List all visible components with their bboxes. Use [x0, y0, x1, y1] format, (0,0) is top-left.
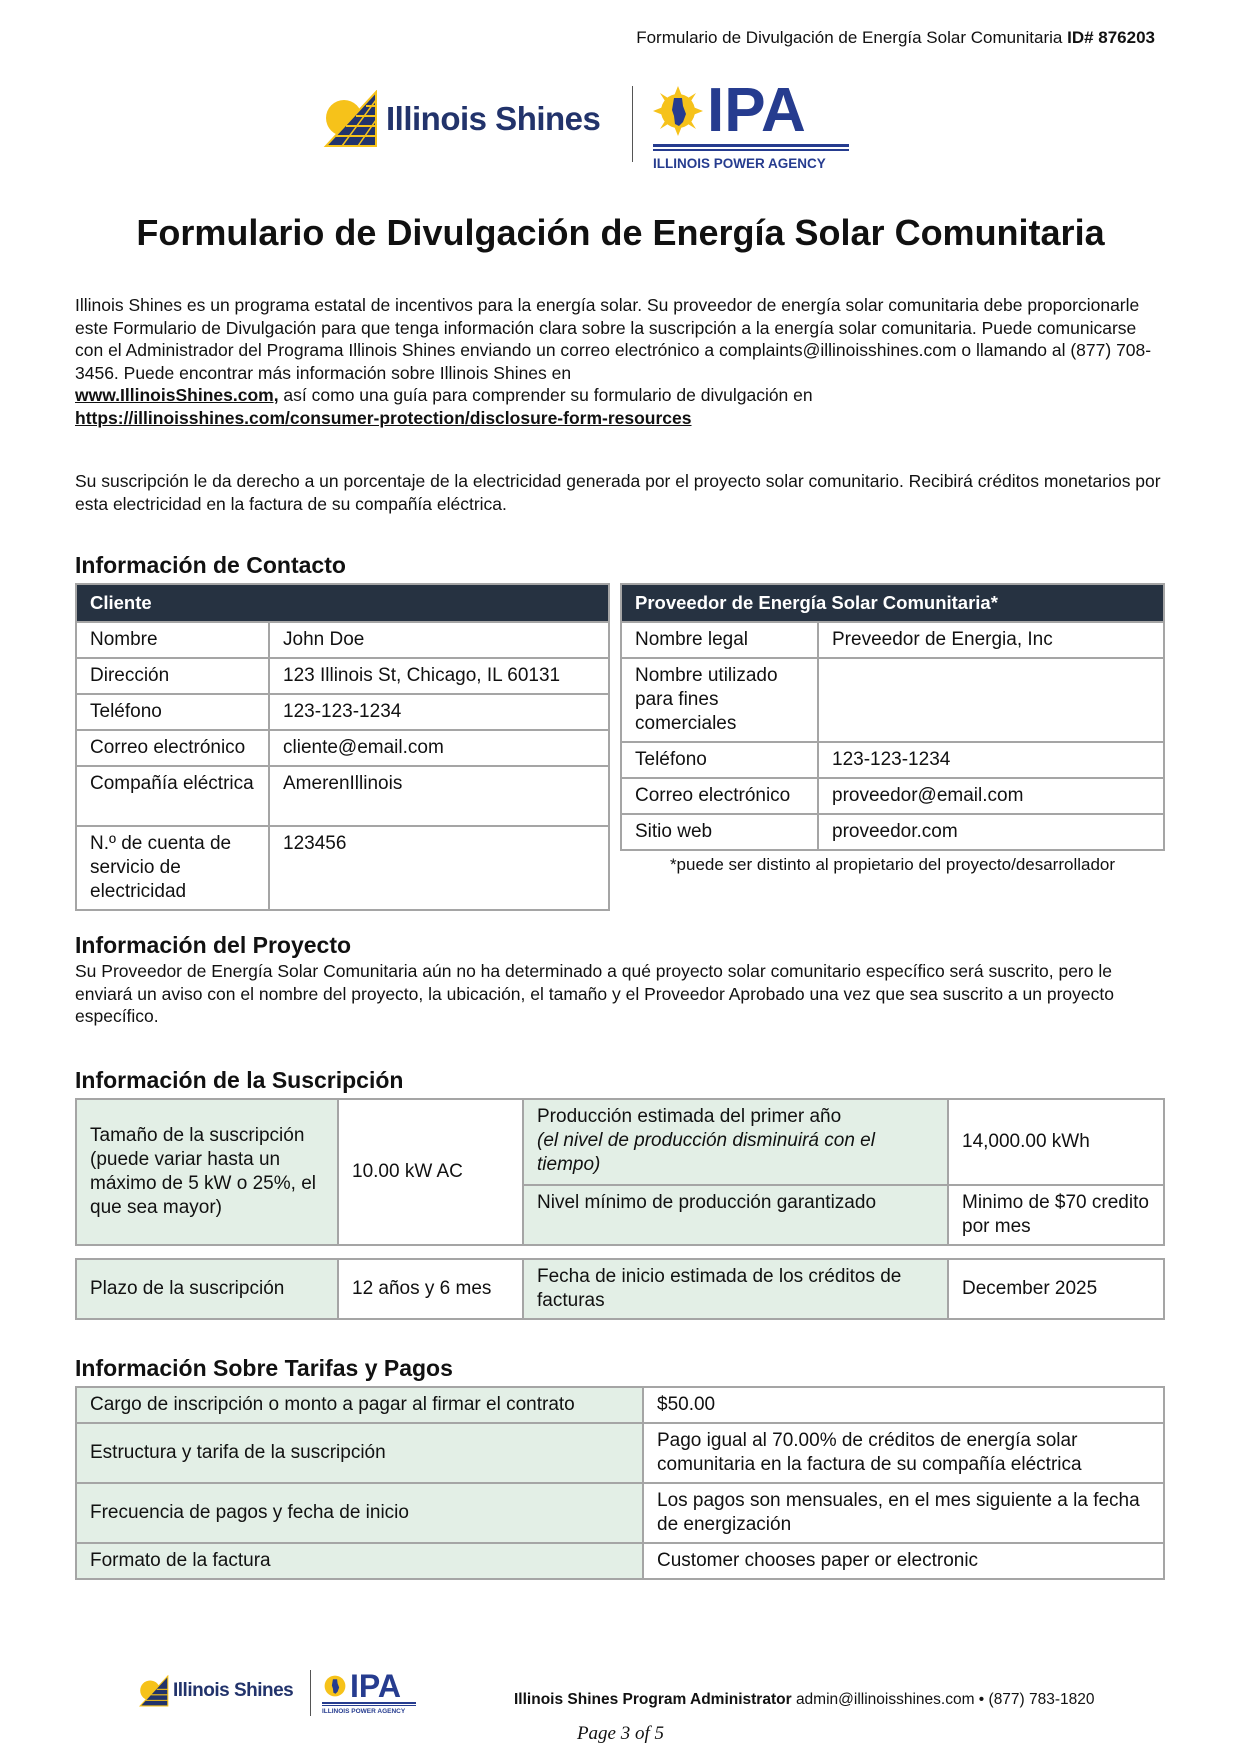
provider-value: 123-123-1234	[818, 742, 1164, 778]
page-number: Page 3 of 5	[576, 1723, 665, 1744]
footer-ipa-logo	[322, 1670, 416, 1715]
client-value: AmerenIllinois	[269, 766, 609, 826]
table-row	[76, 622, 609, 658]
table-row	[621, 814, 1164, 850]
client-label: Compañía eléctrica	[76, 766, 269, 826]
disclosure-resources-link[interactable]: https://illinoisshines.com/consumer-protection/disclosure-form-resources	[75, 407, 692, 428]
table-row	[76, 1543, 1164, 1579]
ipa-logo	[653, 76, 849, 171]
subscription-size-label: Tamaño de la suscripción (puede variar hasta un máximo de 5 kW o 25%, el que sea mayor)	[76, 1099, 338, 1245]
intro-mid-text: así como una guía para comprender su formulario de divulgación en	[278, 385, 813, 405]
client-table	[75, 583, 610, 911]
solar-panel-icon	[322, 90, 380, 148]
footer-ipa-wordmark: IPA	[350, 1668, 401, 1704]
footer-admin-label: Illinois Shines Program Administrator	[514, 1691, 792, 1708]
tariff-value: Los pagos son mensuales, en el mes siguiente a la fecha de energización	[643, 1483, 1164, 1543]
tariff-value: Pago igual al 70.00% de créditos de energía solar comunitaria en la factura de su compañía eléctrica	[643, 1423, 1164, 1483]
subscription-size-value: 10.00 kW AC	[338, 1099, 523, 1245]
table-row	[621, 622, 1164, 658]
table-row	[621, 658, 1164, 742]
shines-wordmark: Illinois Shines	[386, 100, 601, 137]
ipa-wordmark: IPA	[707, 76, 806, 145]
table-row	[76, 658, 609, 694]
ipa-rule	[653, 144, 849, 151]
min-production-value: Minimo de $70 credito por mes	[948, 1185, 1164, 1245]
production-value: 14,000.00 kWh	[948, 1099, 1164, 1185]
provider-label: Nombre legal	[621, 622, 818, 658]
tariff-label: Cargo de inscripción o monto a pagar al firmar el contrato	[76, 1387, 643, 1423]
provider-footnote: *puede ser distinto al propietario del proyecto/desarrollador	[669, 855, 1116, 874]
table-row	[76, 694, 609, 730]
tariff-value: Customer chooses paper or electronic	[643, 1543, 1164, 1579]
table-row	[76, 730, 609, 766]
client-value: John Doe	[269, 622, 609, 658]
table-row	[76, 826, 609, 910]
provider-table	[620, 583, 1165, 851]
footer-ipa-subtitle: ILLINOIS POWER AGENCY	[322, 1708, 406, 1715]
footer-admin-contact	[514, 1691, 1095, 1709]
table-row	[76, 1387, 1164, 1423]
production-label: Producción estimada del primer año	[537, 1106, 842, 1127]
client-label: Correo electrónico	[76, 730, 269, 766]
client-value: 123 Illinois St, Chicago, IL 60131	[269, 658, 609, 694]
footer-ipa-rule	[322, 1702, 416, 1706]
table-row	[76, 766, 609, 826]
provider-table-header: Proveedor de Energía Solar Comunitaria*	[621, 584, 1164, 622]
footer-illinois-shines-logo	[138, 1675, 293, 1707]
tariffs-table	[75, 1386, 1165, 1580]
client-label: Teléfono	[76, 694, 269, 730]
table-row	[621, 742, 1164, 778]
tariff-label: Estructura y tarifa de la suscripción	[76, 1423, 643, 1483]
client-value: 123456	[269, 826, 609, 910]
provider-label: Sitio web	[621, 814, 818, 850]
tariffs-heading: Información Sobre Tarifas y Pagos	[75, 1355, 453, 1381]
term-label: Plazo de la suscripción	[76, 1259, 338, 1319]
footer-admin-info: admin@illinoisshines.com • (877) 783-1820	[795, 1691, 1095, 1708]
subscription-note: Su suscripción le da derecho a un porcentaje de la electricidad generada por el proyecto solar comunitario. Recibirá créditos monetarios por esta electricidad en la factura de su compañía eléctrica.	[75, 471, 1161, 514]
footer-logo-divider	[310, 1670, 311, 1716]
production-label-cell	[523, 1099, 948, 1185]
provider-value: Preveedor de Energia, Inc	[818, 622, 1164, 658]
client-value: cliente@email.com	[269, 730, 609, 766]
ipa-subtitle: ILLINOIS POWER AGENCY	[653, 156, 826, 171]
min-production-label: Nivel mínimo de producción garantizado	[523, 1185, 948, 1245]
contact-heading: Información de Contacto	[75, 552, 346, 578]
start-date-value: December 2025	[948, 1259, 1164, 1319]
sunflower-icon	[653, 86, 703, 136]
illinois-shines-logo	[322, 90, 600, 148]
provider-label: Correo electrónico	[621, 778, 818, 814]
table-row	[621, 778, 1164, 814]
term-value: 12 años y 6 mes	[338, 1259, 523, 1319]
form-header-name: Formulario de Divulgación de Energía Solar Comunitaria	[636, 28, 1063, 47]
tariff-label: Formato de la factura	[76, 1543, 643, 1579]
provider-value: proveedor.com	[818, 814, 1164, 850]
form-header-id	[636, 28, 1155, 48]
provider-label: Teléfono	[621, 742, 818, 778]
client-label: Nombre	[76, 622, 269, 658]
client-value: 123-123-1234	[269, 694, 609, 730]
provider-label: Nombre utilizado para fines comerciales	[621, 658, 818, 742]
intro-text: Illinois Shines es un programa estatal de incentivos para la energía solar. Su proveedor de energía solar comunitaria debe proporcionarle este Formulario de Divulgación para que tenga información clara sobre la suscripción a la energía solar comunitaria. Puede comunicarse con el Administrador del Programa Illinois Shines enviando un correo electrónico a complaints@illinoisshines.com o llamando al (877) 708-3456. Puede encontrar más información sobre Illinois Shines en	[75, 295, 1152, 383]
illinois-shines-link[interactable]: www.IllinoisShines.com,	[75, 385, 279, 405]
provider-value	[818, 658, 1164, 742]
tariff-value: $50.00	[643, 1387, 1164, 1423]
project-heading: Información del Proyecto	[75, 932, 352, 958]
project-text: Su Proveedor de Energía Solar Comunitaria aún no ha determinado a qué proyecto solar comunitario específico será suscrito, pero le enviará un aviso con el nombre del proyecto, la ubicación, el tamaño y el Proveedor Aprobado una vez que sea suscrito a un proyecto específico.	[75, 961, 1114, 1026]
page-title: Formulario de Divulgación de Energía Solar Comunitaria	[136, 212, 1105, 253]
logo-divider	[632, 86, 633, 162]
client-label: Dirección	[76, 658, 269, 694]
table-row	[76, 1483, 1164, 1543]
sunflower-icon	[322, 1673, 348, 1699]
start-date-label: Fecha de inicio estimada de los créditos de facturas	[523, 1259, 948, 1319]
form-id: ID# 876203	[1067, 28, 1155, 47]
subscription-heading: Información de la Suscripción	[75, 1067, 404, 1093]
tariff-label: Frecuencia de pagos y fecha de inicio	[76, 1483, 643, 1543]
provider-value: proveedor@email.com	[818, 778, 1164, 814]
client-label: N.º de cuenta de servicio de electricidad	[76, 826, 269, 910]
intro-paragraph	[75, 294, 1165, 429]
table-row	[76, 1423, 1164, 1483]
footer-shines-wordmark: Illinois Shines	[173, 1680, 294, 1701]
client-table-header: Cliente	[76, 584, 609, 622]
solar-panel-icon	[138, 1675, 170, 1707]
subscription-table	[75, 1098, 1165, 1246]
term-table	[75, 1258, 1165, 1320]
production-note: (el nivel de producción disminuirá con el tiempo)	[537, 1130, 875, 1175]
